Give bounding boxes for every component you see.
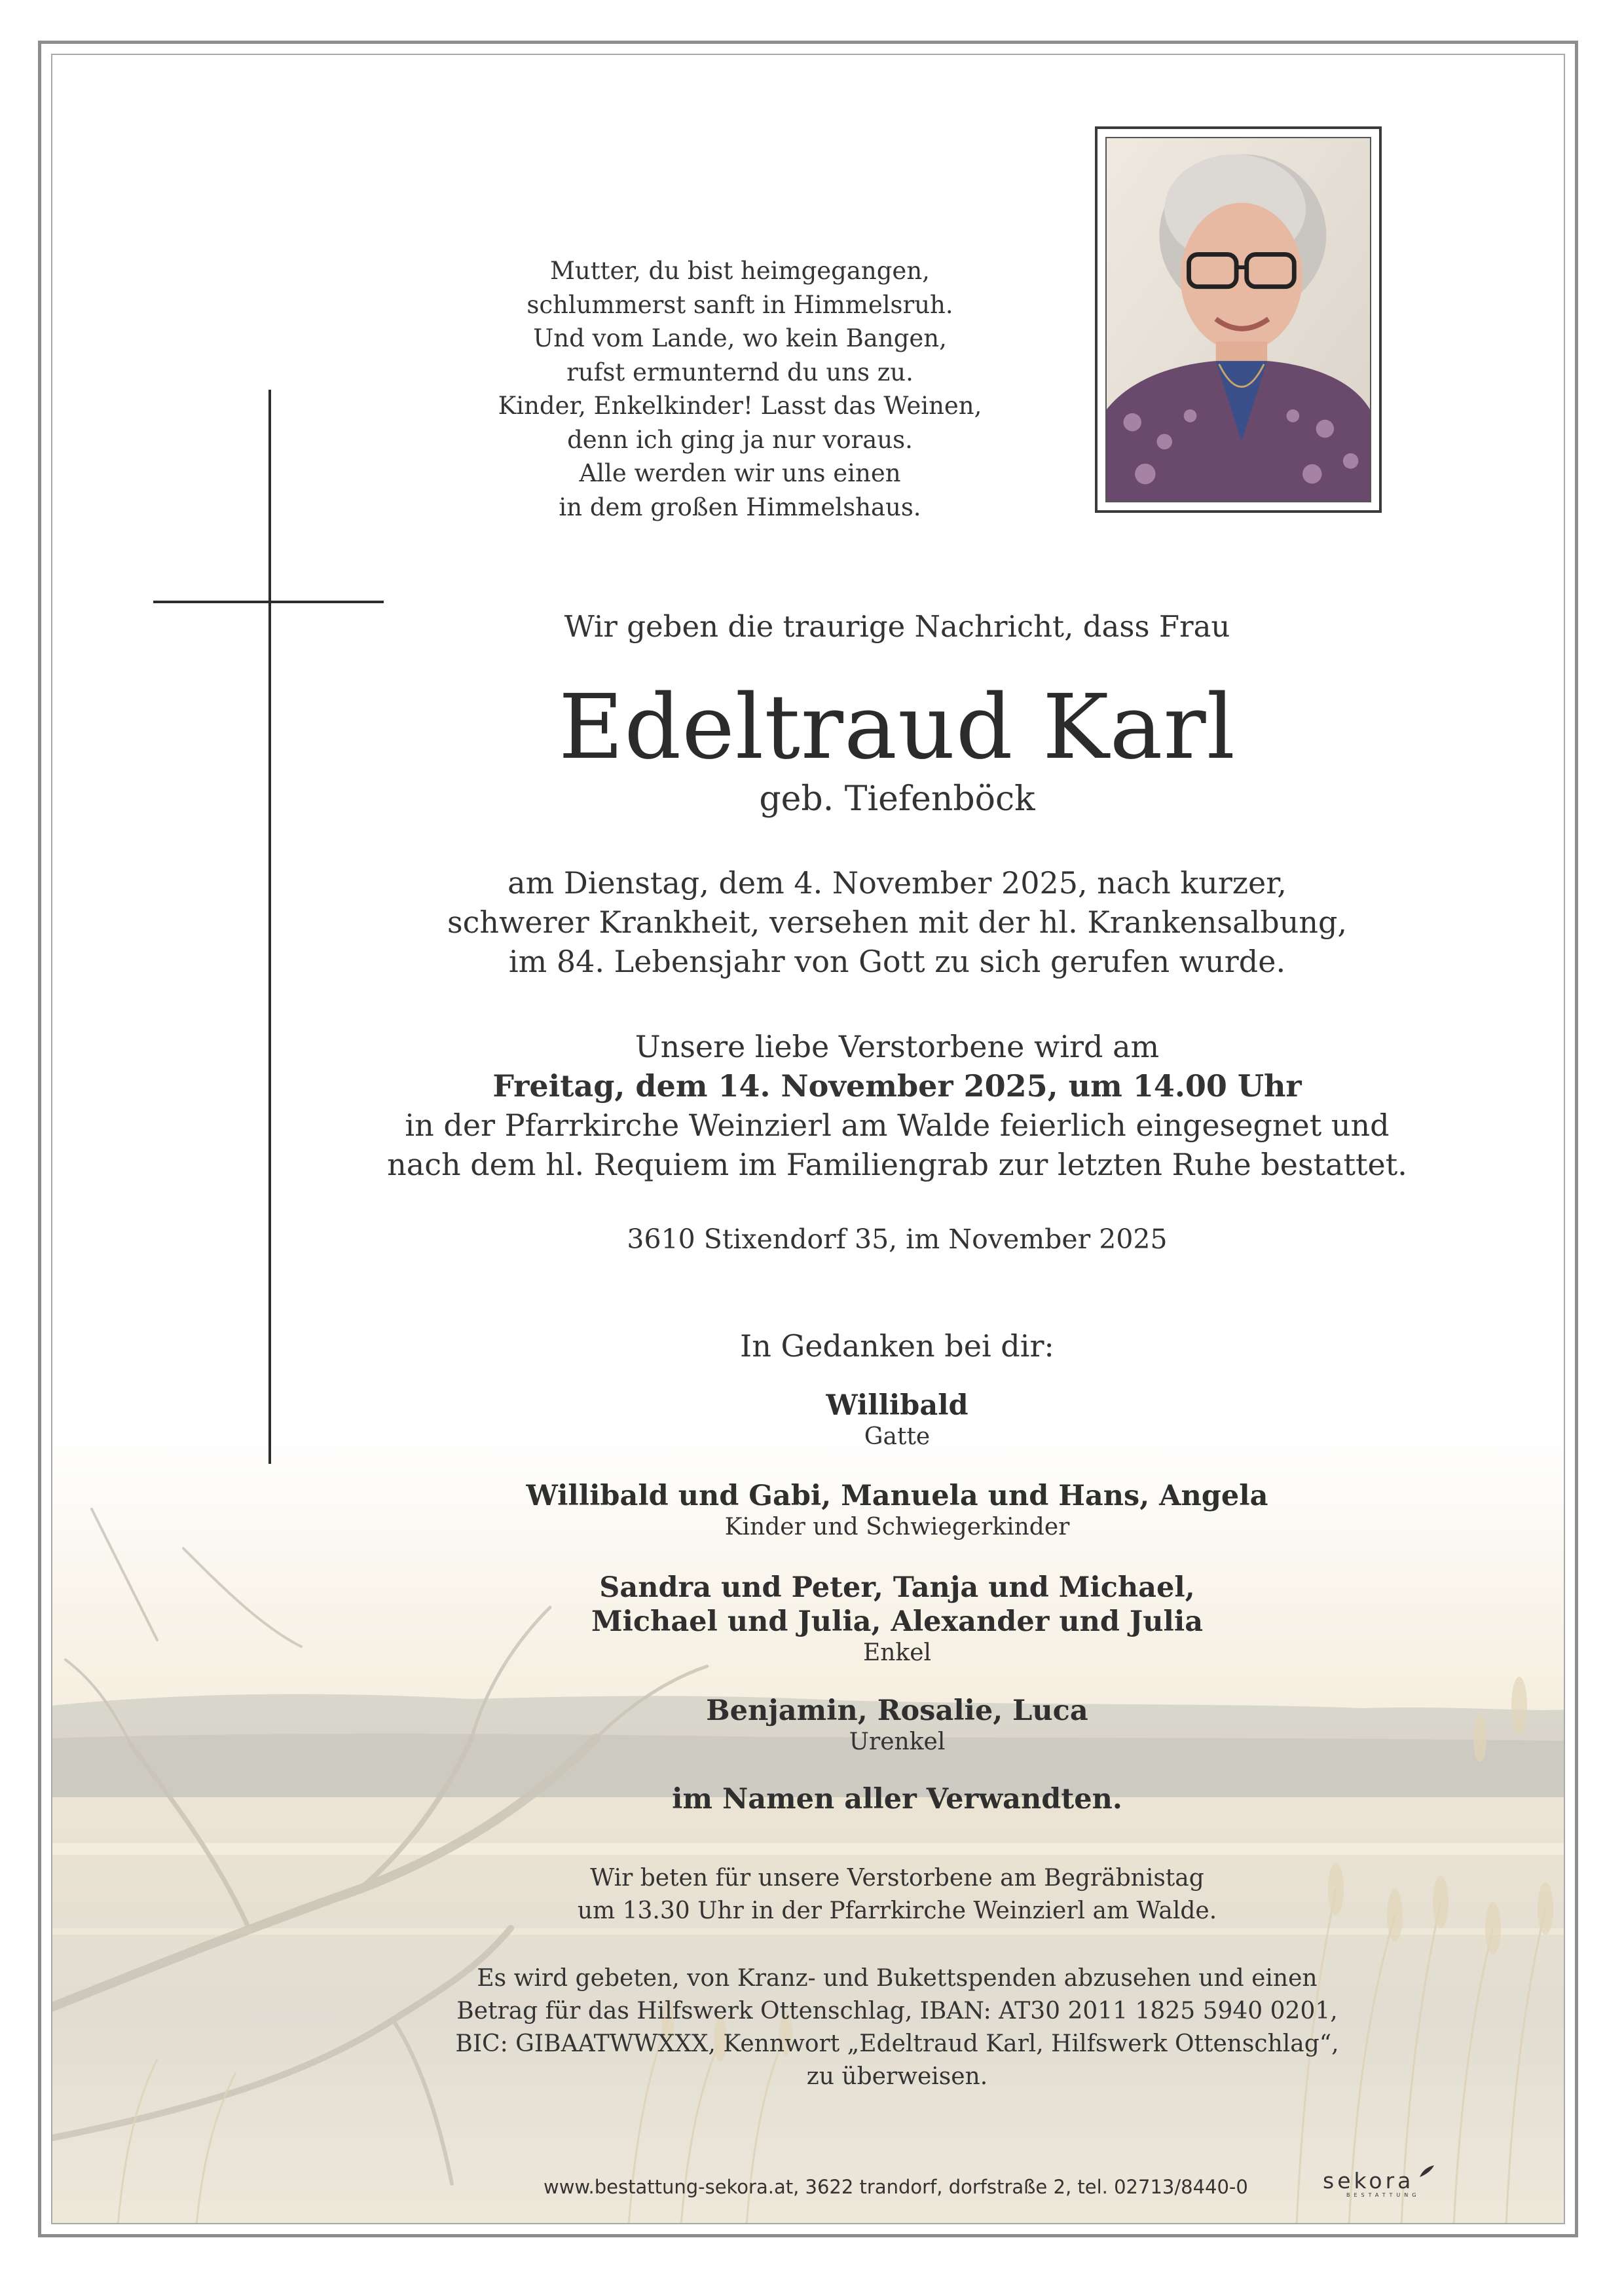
lake-landscape-image: [52, 1430, 1564, 2224]
announcement-intro: Wir geben die traurige Nachricht, dass Frau: [564, 609, 1230, 644]
death-notice-line: am Dienstag, dem 4. November 2025, nach kurzer,: [507, 865, 1287, 901]
poem-line: Kinder, Enkelkinder! Lasst das Weinen,: [498, 392, 982, 420]
mourner-names: Willibald und Gabi, Manuela und Hans, Angela: [526, 1480, 1268, 1512]
mourner-group: [275, 1694, 1519, 1757]
maiden-name: geb. Tiefenböck: [759, 779, 1035, 819]
closing-line: im Namen aller Verwandten.: [672, 1783, 1122, 1816]
poem-line: Mutter, du bist heimgegangen,: [550, 257, 930, 285]
mourner-names-line: Sandra und Peter, Tanja und Michael,: [599, 1571, 1195, 1604]
funeral-notice: [275, 1027, 1519, 1184]
donation-line: Es wird gebeten, von Kranz- und Bukettspenden abzusehen und einen: [477, 1965, 1318, 1992]
death-notice-line: im 84. Lebensjahr von Gott zu sich gerufen wurde.: [508, 944, 1286, 979]
mourner-relation: Kinder und Schwiegerkinder: [724, 1514, 1070, 1540]
prayer-notice: [275, 1862, 1519, 1928]
funeral-line: in der Pfarrkirche Weinzierl am Walde feierlich eingesegnet und: [405, 1108, 1390, 1143]
mourner-names: Benjamin, Rosalie, Luca: [706, 1694, 1088, 1727]
poem: [445, 254, 1035, 524]
poem-line: rufst ermunternd du uns zu.: [566, 358, 913, 386]
donation-line: zu überweisen.: [806, 2063, 988, 2090]
donation-notice: [275, 1962, 1519, 2093]
place-date: 3610 Stixendorf 35, im November 2025: [627, 1223, 1168, 1255]
cross-horizontal-bar: [153, 601, 384, 603]
mourner-group: [275, 1571, 1519, 1668]
poem-line: denn ich ging ja nur voraus.: [567, 425, 913, 454]
leaf-icon: [1418, 2164, 1435, 2178]
logo-subtitle: BESTATTUNG: [1346, 2192, 1420, 2198]
portrait-photo: [1105, 137, 1371, 502]
mourner-names: [275, 1571, 1519, 1639]
poem-line: in dem großen Himmelshaus.: [559, 493, 921, 521]
death-notice-line: schwerer Krankheit, versehen mit der hl. Krankensalbung,: [447, 905, 1348, 940]
mourner-relation: Enkel: [862, 1639, 932, 1666]
mourner-relation: Gatte: [864, 1423, 931, 1450]
death-notice: [275, 863, 1519, 981]
funeral-line: nach dem hl. Requiem im Familiengrab zur letzten Ruhe bestattet.: [387, 1147, 1407, 1182]
mourner-group: [275, 1479, 1519, 1542]
funeral-date: Freitag, dem 14. November 2025, um 14.00 Uhr: [492, 1068, 1302, 1104]
mourner-group: [275, 1389, 1519, 1451]
deceased-name: Edeltraud Karl: [558, 676, 1236, 779]
footer-contact: www.bestattung-sekora.at, 3622 trandorf, dorfstraße 2, tel. 02713/8440-0: [544, 2176, 1248, 2198]
poem-line: schlummerst sanft in Himmelsruh.: [526, 290, 953, 319]
mourner-names: Willibald: [826, 1389, 969, 1422]
prayer-line: Wir beten für unsere Verstorbene am Begräbnistag: [590, 1865, 1204, 1892]
poem-line: Und vom Lande, wo kein Bangen,: [533, 324, 947, 352]
poem-line: Alle werden wir uns einen: [579, 459, 901, 487]
mourner-names-line: Michael und Julia, Alexander und Julia: [591, 1605, 1204, 1638]
donation-line: Betrag für das Hilfswerk Ottenschlag, IBAN: AT30 2011 1825 5940 0201,: [456, 1998, 1338, 2024]
cross-vertical-bar: [268, 390, 271, 1464]
portrait-photo-frame: [1095, 126, 1382, 513]
prayer-line: um 13.30 Uhr in der Pfarrkirche Weinzierl am Walde.: [577, 1897, 1217, 1924]
logo-word: sekora: [1323, 2168, 1414, 2193]
mourners-heading: In Gedanken bei dir:: [740, 1328, 1054, 1364]
mourner-relation: Urenkel: [849, 1728, 946, 1755]
funeral-line: Unsere liebe Verstorbene wird am: [635, 1029, 1160, 1064]
donation-line: BIC: GIBAATWWXXX, Kennwort „Edeltraud Karl, Hilfswerk Ottenschlag“,: [455, 2030, 1339, 2057]
sekora-logo: [1323, 2168, 1420, 2198]
